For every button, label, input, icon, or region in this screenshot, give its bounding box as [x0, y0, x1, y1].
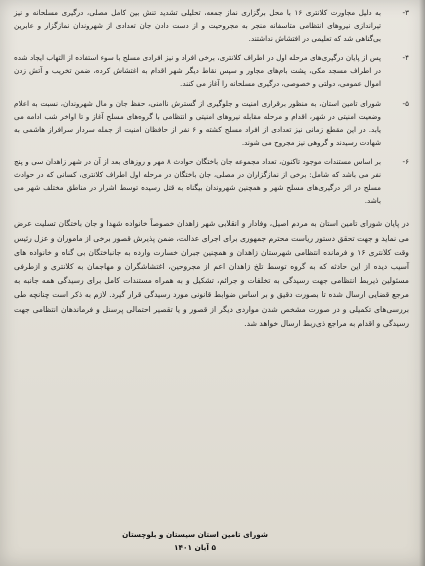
item-text: پس از پایان درگیری‌های مرحله اول در اطراف کلانتری، برخی افراد و نیز افرادی مسلح با سوء استفاده از التهاب ایجاد شده در اطراف مسجد مکی، پشت بام‌های مجاور و سپس نقاط دیگر شهر اقدام به اغتشاش کرده، ضمن تخریب و آتش زدن اموال عمومی، دولتی و خصوصی، درگیری مسلحانه را آغاز می کنند. — [14, 53, 381, 89]
list-item — [14, 6, 409, 45]
item-number: ۳- — [402, 8, 409, 17]
signature-date: ۵ آبان ۱۴۰۱ — [173, 543, 217, 552]
list-item — [14, 51, 409, 90]
closing-paragraph: در پایان شورای تامین استان به مردم اصیل، وفادار و انقلابی شهر زاهدان خصوصاً خانواده شهدا و جان باختگان تسلیت عرض می نماید و جهت تحقق دستور ریاست محترم جمهوری برای اجرای عدالت، ضمن پذیرش قصور برخی از ماموران و عزل رئیس وقت کلانتری ۱۶ و فرمانده انتظامی شهرستان زاهدان و همچنین جبران خسارت وارده به جانباختگان بی گناه و خانواده های آسیب دیده از این حادثه که به گروه توسط تلخ زاهدان اعم از مجروحین، اغتشاشگران و مهاجمان به کلانتری و ازطرفی مسئولین ذیربط انتظامی جهت رسیدگی به تخلفات و جرائم، تشکیل و به همراه مستندات کامل برای رسیدگی همه جانبه به مرجع قضایی ارسال شده تا بصورت دقیق و بر اساس ضوابط قانونی مورد رسیدگی قرار گیرد. لازم به ذکر است چنانچه طی بررسی‌های تکمیلی و در صورت مشخص شدن مواردی دیگر از قصور و یا تقصیر احتمالی پرسنل و فرماندهان انتظامی جهت رسیدگی و اقدام به مراجع ذی‌ربط ارسال خواهد شد. — [14, 219, 409, 328]
item-text: بر اساس مستندات موجود تاکنون، تعداد مجموعه جان باختگان حوادث ۸ مهر و روزهای بعد از آن در شهر زاهدان سی و پنج نفر می باشد که شامل: برخی از نمازگزاران در مصلی، جان باختگان در مرحله اول اطراف کلانتری، کسانی که در حوادث مسلح در اثر درگیری‌های مسلح شهر و همچنین شهروندان بیگناه به قتل رسیده توسط اشرار در مناطق مختلف شهر می باشد. — [14, 156, 382, 206]
page-edge-shadow — [419, 0, 425, 566]
document-body — [14, 6, 409, 554]
signature-block — [120, 528, 270, 554]
item-number: ۵- — [402, 98, 409, 108]
item-text: به دلیل مجاورت کلانتری ۱۶ با محل برگزاری نماز جمعه، تحلیلی تشدید تنش بین کامل مصلی، درگیری مسلحانه و نیز تیراندازی نیروهای انتظامی متاسفانه منجر به مجروحیت و از دست دادن جان تعدادی از شهروندان نمازگزار و عابرین بی‌گناهی شد که تعلیمی در افتشاش نداشتند. — [14, 8, 381, 44]
item-number: ۶- — [402, 156, 409, 166]
item-text: شورای تامین استان، به منظور برقراری امنیت و جلوگیری از گسترش ناامنی، حفظ جان و مال شهروندان، نسبت به اعلام وضعیت امنیتی در شهر، اقدام و مرحله مقابله نیروهای امنیتی و انتظامی با گروه‌های مسلح آغاز و تا اواخر شب ادامه می یابد. در این مقطع زمانی نیز تعدادی از افراد مسلح کشته و ۶ نفر از حافظان امنیت از جمله سردار سرافراز هاشمی به شهادت رسیدند و گروهی نیز مجروح می شوند. — [14, 98, 382, 147]
list-item — [14, 155, 409, 207]
signature-org: شورای تامین استان سیستان و بلوچستان — [122, 530, 268, 539]
item-number: ۴- — [402, 53, 409, 63]
list-item — [14, 97, 409, 149]
